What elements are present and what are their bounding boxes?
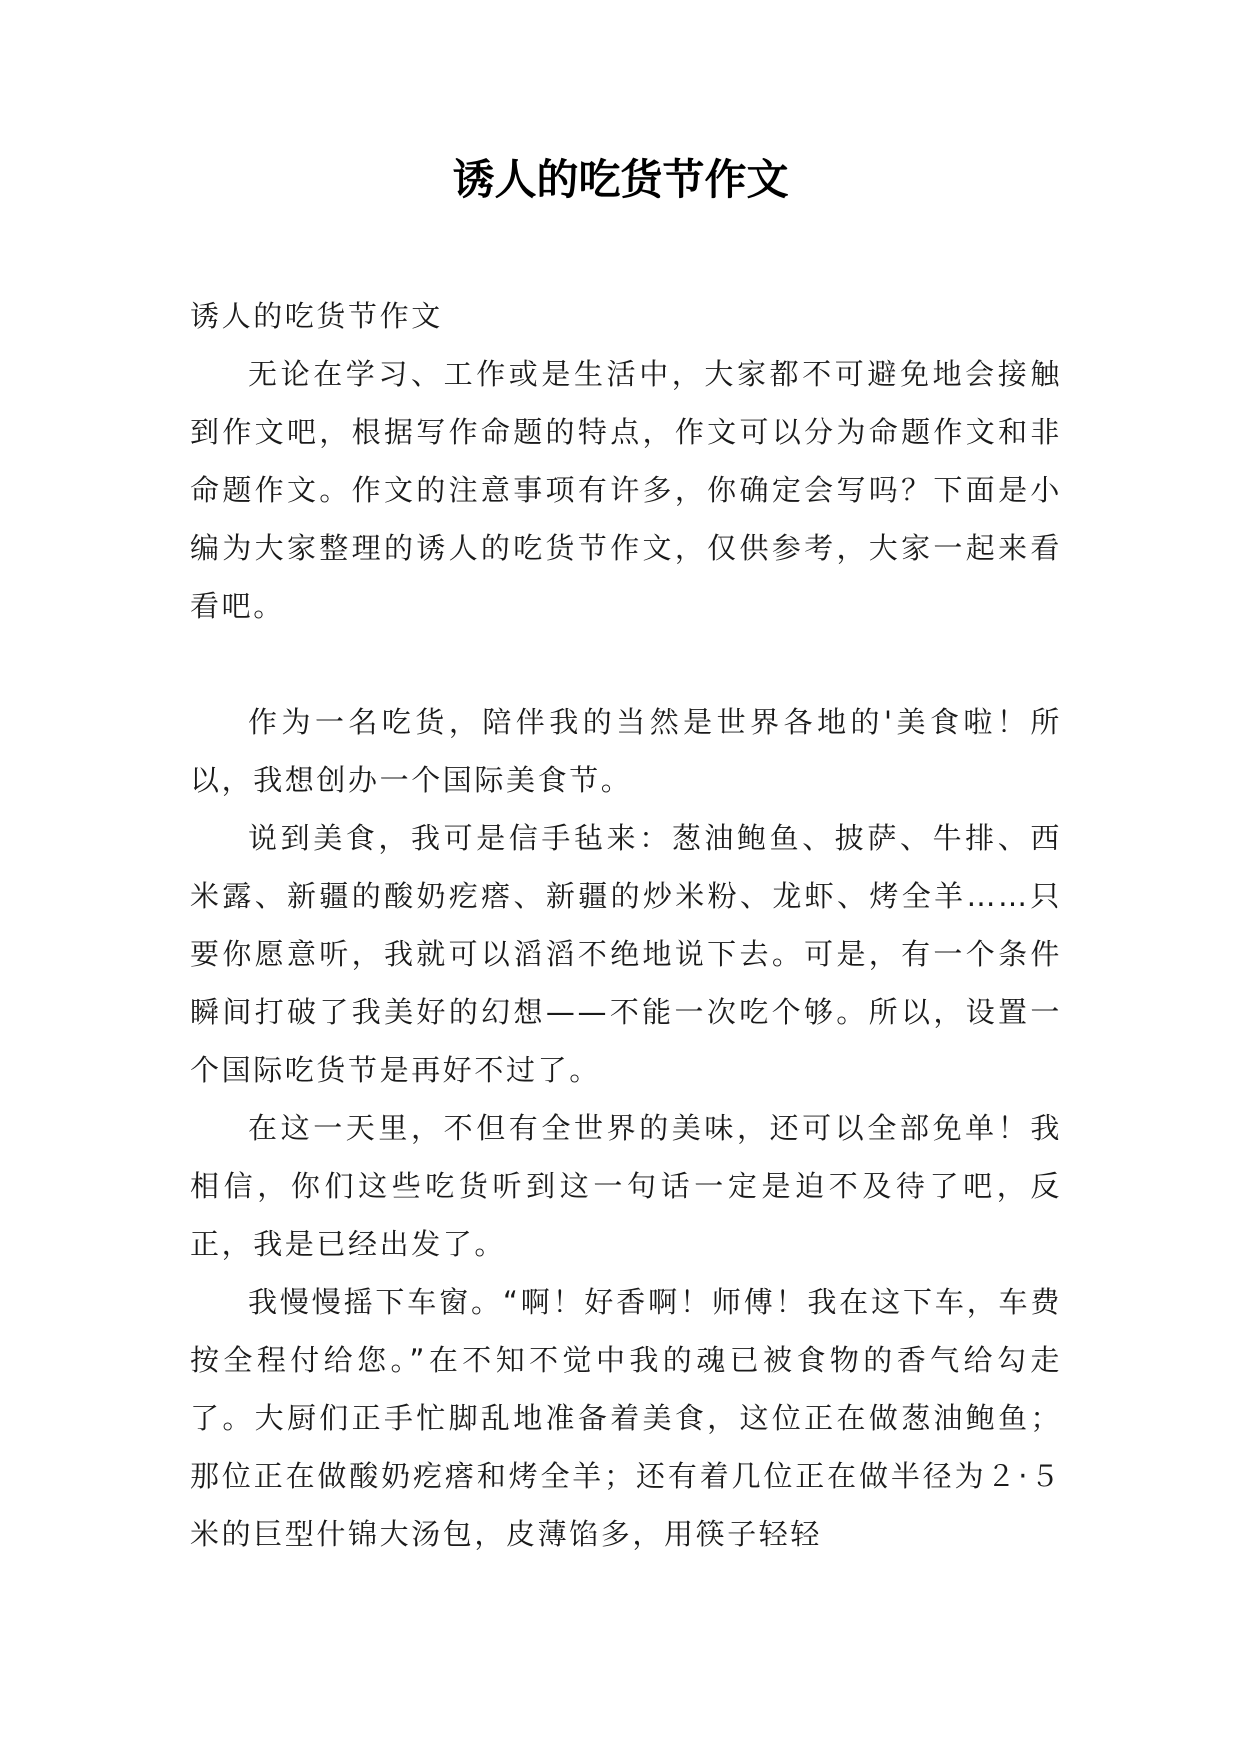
body-paragraph-3: 在这一天里，不但有全世界的美味，还可以全部免单！我相信，你们这些吃货听到这一句话一定是迫不及待了吧，反正，我是已经出发了。	[190, 1111, 1062, 1261]
body-paragraph-1: 作为一名吃货，陪伴我的当然是世界各地的'美食啦！所以，我想创办一个国际美食节。	[190, 705, 1062, 797]
body-paragraph-4: 我慢慢摇下车窗。“啊！好香啊！师傅！我在这下车，车费按全程付给您。”在不知不觉中我的魂已被食物的香气给勾走了。大厨们正手忙脚乱地准备着美食，这位正在做葱油鲍鱼；那位正在做酸奶疙瘩和烤全羊；还有着几位正在做半径为２·５米的巨型什锦大汤包，皮薄馅多，用筷子轻轻	[190, 1285, 1062, 1551]
intro-paragraph: 无论在学习、工作或是生活中，大家都不可避免地会接触到作文吧，根据写作命题的特点，作文可以分为命题作文和非命题作文。作文的注意事项有许多，你确定会写吗？下面是小编为大家整理的诱人的吃货节作文，仅供参考，大家一起来看看吧。	[190, 357, 1062, 623]
body-subtitle: 诱人的吃货节作文	[190, 299, 443, 333]
body-paragraph-2: 说到美食，我可是信手毡来：葱油鲍鱼、披萨、牛排、西米露、新疆的酸奶疙瘩、新疆的炒米粉、龙虾、烤全羊……只要你愿意听，我就可以滔滔不绝地说下去。可是，有一个条件瞬间打破了我美好的幻想——不能一次吃个够。所以，设置一个国际吃货节是再好不过了。	[190, 821, 1062, 1087]
document-body	[190, 287, 1062, 1563]
document-title: 诱人的吃货节作文	[452, 155, 789, 204]
